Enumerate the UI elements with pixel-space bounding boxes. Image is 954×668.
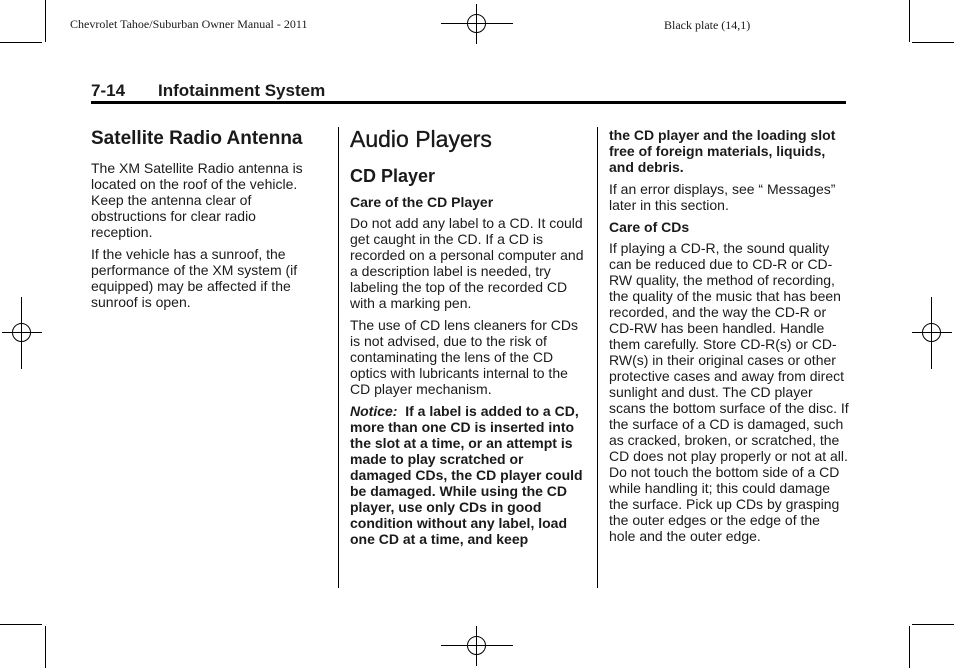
- section-heading: Satellite Radio Antenna: [91, 128, 303, 149]
- paragraph: The XM Satellite Radio antenna is located on the roof of the vehicle. Keep the antenna clear of obstructions for clear radio reception.: [91, 160, 303, 240]
- chapter-title: Audio Players: [350, 126, 492, 152]
- notice-continued: the CD player and the loading slot free of foreign materials, liquids, and debris.: [609, 127, 836, 175]
- registration-mark-bottom: [441, 626, 513, 666]
- notice-label: Notice:: [350, 403, 398, 419]
- crop-mark: [912, 42, 954, 43]
- notice-text: If a label is added to a CD, more than one CD is inserted into the slot at a time, or an attempt is made to play scratched or damaged CDs, the CD player could be damaged. While using the CD player, use only CDs in good condition without any label, load one CD at a time, and keep: [350, 403, 583, 547]
- crop-mark: [909, 0, 910, 42]
- topic-heading: Care of CDs: [609, 219, 690, 235]
- running-head: [91, 81, 325, 101]
- paragraph: If an error displays, see “ Messages” later in this section.: [609, 181, 836, 213]
- crop-mark: [45, 626, 46, 668]
- subsection-heading: CD Player: [350, 166, 436, 186]
- crop-mark: [912, 624, 954, 625]
- paragraph: If the vehicle has a sunroof, the performance of the XM system (if equipped) may be affected if the sunroof is open.: [91, 246, 298, 310]
- column-divider: [338, 127, 339, 588]
- registration-mark-right: [912, 297, 952, 369]
- crop-mark: [45, 0, 46, 42]
- column-3: [609, 127, 849, 550]
- column-1: [91, 125, 319, 316]
- plate-label: Black plate (14,1): [664, 18, 751, 32]
- registration-mark-left: [2, 297, 42, 369]
- column-divider: [597, 127, 598, 588]
- notice-paragraph: [350, 403, 588, 547]
- registration-mark-top: [441, 4, 513, 44]
- section-title: Infotainment System: [158, 81, 326, 100]
- crop-mark: [0, 42, 42, 43]
- column-2: [350, 125, 588, 553]
- topic-heading: Care of the CD Player: [350, 194, 494, 210]
- crop-mark: [909, 626, 910, 668]
- header-rule: [91, 101, 846, 104]
- book-title: Chevrolet Tahoe/Suburban Owner Manual - 2011: [70, 17, 308, 31]
- paragraph: If playing a CD-R, the sound quality can be reduced due to CD-R or CD-RW quality, the method of recording, the quality of the music that has been recorded, and the way the CD-R or CD-RW has been handled. Handle them carefully. Store CD-R(s) or CD-RW(s) in their original cases or other protective cases and away from direct sunlight and dust. The CD player scans the bottom surface of the disc. If the surface of a CD is damaged, such as cracked, broken, or scratched, the CD does not play properly or not at all. Do not touch the bottom side of a CD while handling it; this could damage the surface. Pick up CDs by grasping the outer edges or the edge of the hole and the outer edge.: [609, 240, 849, 544]
- paragraph: Do not add any label to a CD. It could get caught in the CD. If a CD is recorded on a personal computer and a description label is needed, try labeling the top of the recorded CD with a marking pen.: [350, 215, 584, 311]
- crop-mark: [0, 624, 42, 625]
- page-number: 7-14: [91, 81, 126, 100]
- paragraph: The use of CD lens cleaners for CDs is not advised, due to the risk of contaminating the lens of the CD optics with lubricants internal to the CD player mechanism.: [350, 317, 578, 397]
